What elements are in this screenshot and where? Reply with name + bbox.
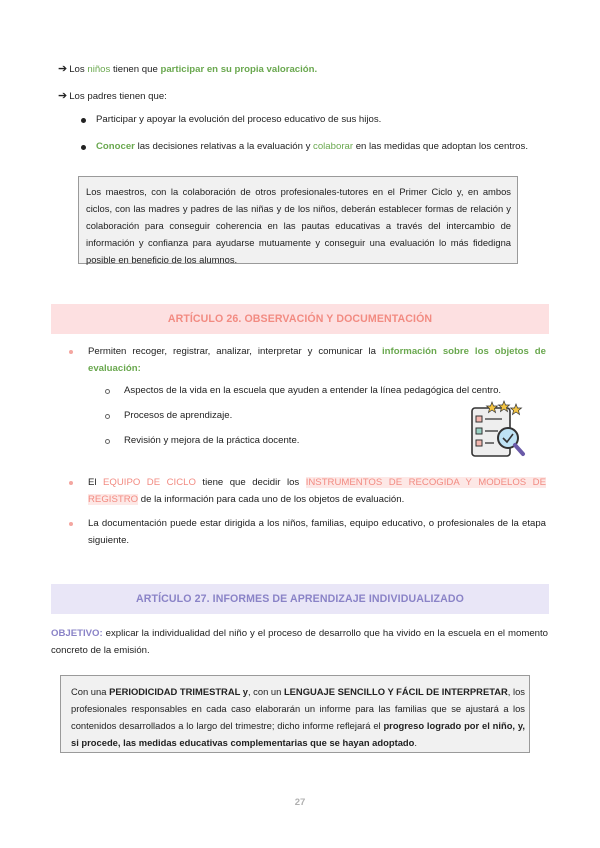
- arrow-right-icon: ➔: [58, 63, 68, 75]
- bullet-icon: [69, 481, 73, 485]
- highlight-colaborar: colaborar: [313, 141, 354, 152]
- objetivo-paragraph: [51, 625, 548, 659]
- maestros-note-box: [78, 176, 518, 264]
- page-number: 27: [294, 797, 306, 808]
- arrow-right-icon: ➔: [58, 90, 68, 102]
- circle-bullet-icon: [105, 389, 110, 394]
- paragraph-text: El: [88, 477, 104, 488]
- checklist-magnifier-icon: [466, 400, 528, 462]
- note-text: , con un: [247, 686, 284, 697]
- bold-periodicidad: PERIODICIDAD TRIMESTRAL y: [109, 686, 248, 697]
- note-text: .: [414, 737, 417, 748]
- bullet-icon: [81, 145, 86, 150]
- article-26-title: ARTÍCULO 26. OBSERVACIÓN Y DOCUMENTACIÓN: [167, 313, 433, 325]
- line-text: Los padres tienen que:: [69, 91, 167, 102]
- highlight-participar: participar en su propia valoración.: [160, 64, 318, 75]
- objetivo-text: explicar la individualidad del niño y el proceso de desarrollo que ha vivido en la escuela en el momento concreto de la emisión.: [51, 628, 548, 656]
- line-text: las decisiones relativas a la evaluación y: [134, 141, 314, 152]
- highlight-equipo-ciclo: EQUIPO DE CICLO: [103, 477, 196, 488]
- note-text: Con una: [71, 686, 110, 697]
- bullet-participar: Participar y apoyar la evolución del proceso educativo de sus hijos.: [96, 114, 382, 125]
- subitem-procesos: Procesos de aprendizaje.: [124, 410, 233, 421]
- art26-paragraph-3: La documentación puede estar dirigida a los niños, familias, equipo educativo, o profesionales de la etapa siguiente.: [88, 518, 546, 546]
- subitem-revision: Revisión y mejora de la práctica docente.: [124, 435, 300, 446]
- subitem-aspectos: Aspectos de la vida en la escuela que ayuden a entender la línea pedagógica del centro.: [124, 385, 502, 396]
- circle-bullet-icon: [105, 439, 110, 444]
- highlight-instrumentos: INSTRUMENTOS DE RECOGIDA Y MODELOS DE REGISTRO: [88, 477, 547, 505]
- bold-lenguaje: LENGUAJE SENCILLO Y FÁCIL DE INTERPRETAR: [283, 686, 508, 697]
- objetivo-label: OBJETIVO:: [51, 628, 103, 639]
- highlight-ninos: niños: [87, 64, 111, 75]
- note-text: Los maestros, con la colaboración de otros profesionales-tutores en el Primer Ciclo y, en ambos ciclos, con las madres y padres de las niñas y de los niños, deberán establecer formas de relación y colaboración para conseguir coherencia en las pautas educativas a través del intercambio de información y confianza para ayudarse mutuamente y conseguir una evaluación lo más fidedigna posible en beneficio de los alumnos.: [86, 186, 511, 265]
- article-26-header: [51, 304, 549, 334]
- highlight-informacion: información sobre los objetos de evaluación:: [88, 346, 546, 374]
- bullet-icon: [69, 522, 73, 526]
- line-text: tienen que: [110, 64, 161, 75]
- highlight-conocer: Conocer: [96, 141, 135, 152]
- bullet-icon: [81, 118, 86, 123]
- line-text: Los: [69, 64, 88, 75]
- paragraph-text: tiene que decidir los: [195, 477, 306, 488]
- arrow-line-padres: [58, 89, 167, 104]
- arrow-line-ninos: [58, 62, 317, 77]
- bold-progreso: progreso logrado por el niño, y, si procede, las medidas educativas complementarias que se hayan adoptado: [71, 720, 525, 748]
- art26-paragraph-2: [88, 474, 546, 508]
- article-27-title: ARTÍCULO 27. INFORMES DE APRENDIZAJE INDIVIDUALIZADO: [136, 593, 464, 605]
- article-27-header: [51, 584, 549, 614]
- line-text: en las medidas que adoptan los centros.: [353, 141, 528, 152]
- paragraph-text: Permiten recoger, registrar, analizar, interpretar y comunicar la: [88, 346, 382, 357]
- bullet-conocer: [96, 140, 528, 154]
- art26-paragraph-1: [88, 343, 546, 377]
- paragraph-text: de la información para cada uno de los objetos de evaluación.: [138, 494, 405, 505]
- bullet-icon: [69, 350, 73, 354]
- circle-bullet-icon: [105, 414, 110, 419]
- note-text: , los profesionales responsables en cada caso elaborarán un informe para las familias que se ajustará a los contenidos desarrollados a lo largo del trimestre; dicho informe reflejará el: [71, 686, 525, 731]
- informe-note-box: [60, 675, 530, 753]
